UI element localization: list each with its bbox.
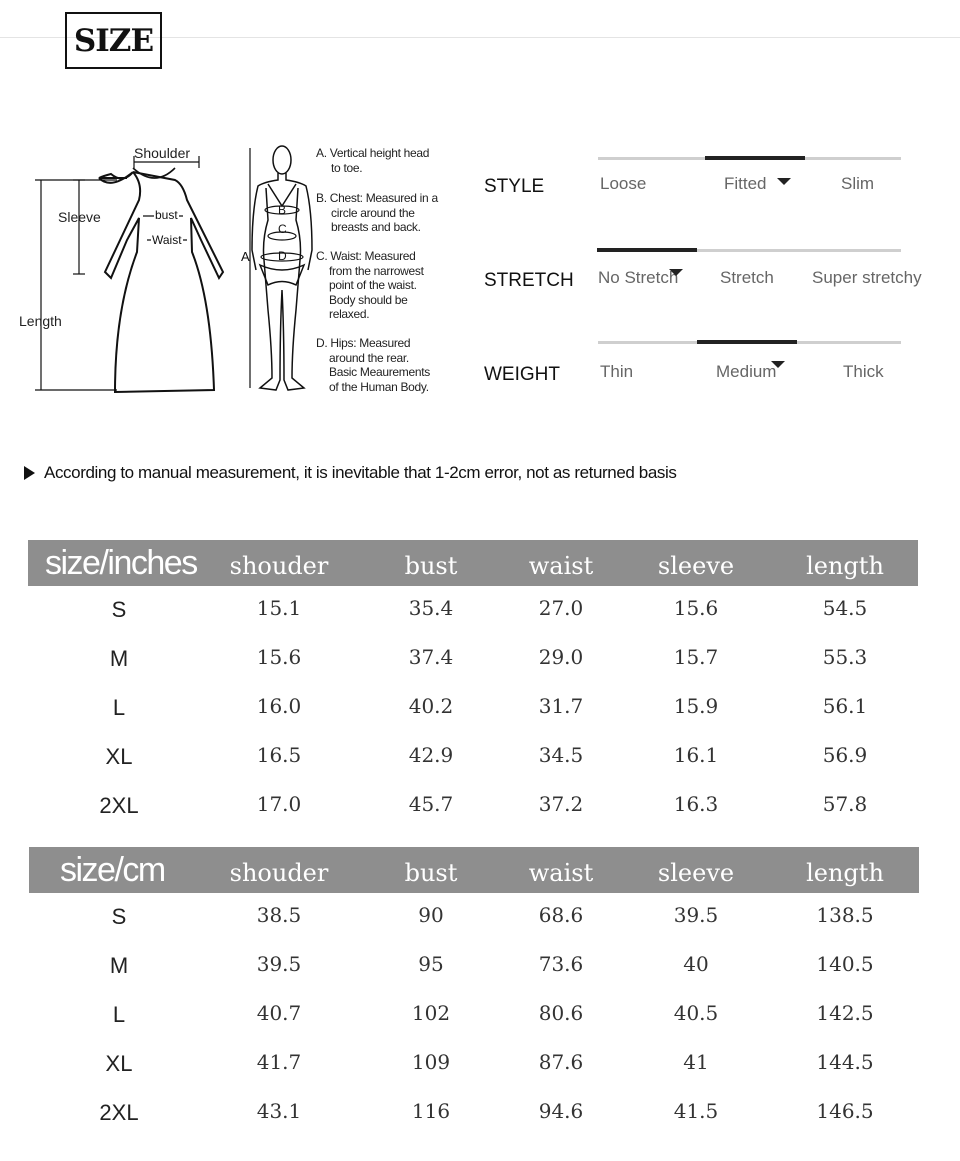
column-header: length [806, 552, 884, 580]
table-cell: 45.7 [408, 792, 454, 816]
attribute-label-stretch: STRETCH [484, 270, 574, 291]
note-d: D. Hips: Measured around the rear. Basic Meaurements of the Human Body. [316, 336, 430, 394]
column-header: length [806, 859, 884, 887]
table-cell: 73.6 [538, 952, 584, 976]
table-cell: 41.5 [673, 1099, 719, 1123]
body-diagram [238, 140, 318, 395]
table-row-size: M [109, 646, 129, 671]
dress-outline [99, 172, 223, 392]
note-c: C. Waist: Measured from the narrowest point of the waist. Body should be relaxed. [316, 249, 424, 321]
table-cell: 90 [418, 903, 444, 927]
body-letter-a: A [241, 249, 250, 264]
table-cell: 16.1 [673, 743, 719, 767]
table-cell: 57.8 [822, 792, 868, 816]
table-cell: 40.2 [408, 694, 454, 718]
selected-caret-icon [777, 178, 791, 185]
table-cell: 15.7 [673, 645, 719, 669]
table-row-size: L [112, 695, 126, 720]
table-cell: 40.7 [256, 1001, 302, 1025]
scale-option: Slim [841, 174, 875, 193]
table-cell: 56.9 [822, 743, 868, 767]
scale-segment [800, 249, 901, 252]
table-row-size: XL [105, 1051, 133, 1076]
table-header [28, 540, 918, 586]
table-cell: 38.5 [256, 903, 302, 927]
dress-diagram [15, 140, 230, 400]
attribute-label-weight: WEIGHT [484, 364, 560, 385]
table-unit-label: size/cm [60, 851, 165, 889]
table-cell: 41.7 [256, 1050, 302, 1074]
length-label: Length [19, 313, 62, 329]
table-cell: 15.6 [673, 596, 719, 620]
size-heading: SIZE [65, 12, 162, 69]
column-header: shouder [229, 552, 329, 580]
scale-option: Super stretchy [812, 268, 922, 287]
table-cell: 37.2 [538, 792, 584, 816]
scale-segment [697, 249, 800, 252]
table-cell: 43.1 [256, 1099, 302, 1123]
table-cell: 138.5 [816, 903, 874, 927]
scale-option: Stretch [720, 268, 774, 287]
table-cell: 55.3 [822, 645, 868, 669]
table-cell: 102 [411, 1001, 451, 1025]
table-row-size: S [111, 597, 127, 622]
column-header: sleeve [657, 552, 735, 580]
table-unit-label: size/inches [45, 544, 197, 582]
body-letter-c: C [278, 222, 287, 236]
table-row-size: XL [105, 744, 133, 769]
table-cell: 29.0 [538, 645, 584, 669]
column-header: waist [528, 859, 594, 887]
table-cell: 140.5 [816, 952, 874, 976]
table-cell: 35.4 [408, 596, 454, 620]
scale-segment [598, 341, 697, 344]
scale-option: Fitted [724, 174, 767, 193]
table-cell: 146.5 [816, 1099, 874, 1123]
table-cell: 54.5 [822, 596, 868, 620]
waist-label: Waist [152, 233, 182, 247]
table-cell: 27.0 [538, 596, 584, 620]
attribute-label-style: STYLE [484, 176, 545, 197]
scale-segment-selected [697, 340, 797, 344]
table-cell: 16.5 [256, 743, 302, 767]
table-cell: 39.5 [256, 952, 302, 976]
table-cell: 116 [411, 1099, 451, 1123]
table-cell: 95 [418, 952, 444, 976]
table-cell: 41 [683, 1050, 709, 1074]
column-header: sleeve [657, 859, 735, 887]
scale-segment-selected [597, 248, 697, 252]
column-header: bust [404, 552, 458, 580]
disclaimer-text: According to manual measurement, it is inevitable that 1-2cm error, not as returned basis [44, 463, 677, 482]
note-a: A. Vertical height head to toe. [316, 146, 430, 175]
column-header: waist [528, 552, 594, 580]
shoulder-label: Shoulder [134, 145, 191, 161]
table-cell: 109 [411, 1050, 451, 1074]
bust-label: bust [155, 208, 178, 222]
table-cell: 80.6 [538, 1001, 584, 1025]
scale-segment [797, 341, 901, 344]
table-cell: 16.0 [256, 694, 302, 718]
scale-option: Medium [716, 362, 777, 381]
table-cell: 34.5 [538, 743, 584, 767]
table-row-size: 2XL [99, 1100, 139, 1125]
scale-segment [598, 157, 705, 160]
selected-caret-icon [771, 361, 785, 368]
scale-segment [805, 157, 901, 160]
table-cell: 37.4 [408, 645, 454, 669]
table-row-size: 2XL [99, 793, 139, 818]
table-row-size: L [112, 1002, 126, 1027]
play-arrow-icon [24, 466, 35, 480]
table-row-size: S [111, 904, 127, 929]
table-row-size: M [109, 953, 129, 978]
table-header [29, 847, 919, 893]
body-letter-b: B [278, 203, 287, 217]
table-cell: 144.5 [816, 1050, 874, 1074]
table-cell: 16.3 [673, 792, 719, 816]
table-cell: 56.1 [822, 694, 868, 718]
column-header: bust [404, 859, 458, 887]
table-cell: 15.6 [256, 645, 302, 669]
table-cell: 17.0 [256, 792, 302, 816]
scale-option: No Stretch [598, 268, 679, 287]
table-cell: 31.7 [538, 694, 584, 718]
scale-option: Thick [843, 362, 884, 381]
body-letter-d: D [278, 249, 287, 263]
selected-caret-icon [669, 269, 683, 276]
table-cell: 40 [683, 952, 709, 976]
scale-option: Thin [600, 362, 634, 381]
table-cell: 94.6 [538, 1099, 584, 1123]
table-cell: 39.5 [673, 903, 719, 927]
table-cell: 142.5 [816, 1001, 874, 1025]
scale-option: Loose [600, 174, 647, 193]
scale-segment-selected [705, 156, 805, 160]
table-cell: 15.1 [256, 596, 302, 620]
sleeve-label: Sleeve [58, 209, 101, 225]
table-cell: 40.5 [673, 1001, 719, 1025]
table-cell: 87.6 [538, 1050, 584, 1074]
disclaimer [24, 463, 676, 483]
table-cell: 68.6 [538, 903, 584, 927]
table-cell: 42.9 [408, 743, 454, 767]
table-cell: 15.9 [673, 694, 719, 718]
column-header: shouder [229, 859, 329, 887]
note-b: B. Chest: Measured in a circle around the breasts and back. [316, 191, 438, 234]
